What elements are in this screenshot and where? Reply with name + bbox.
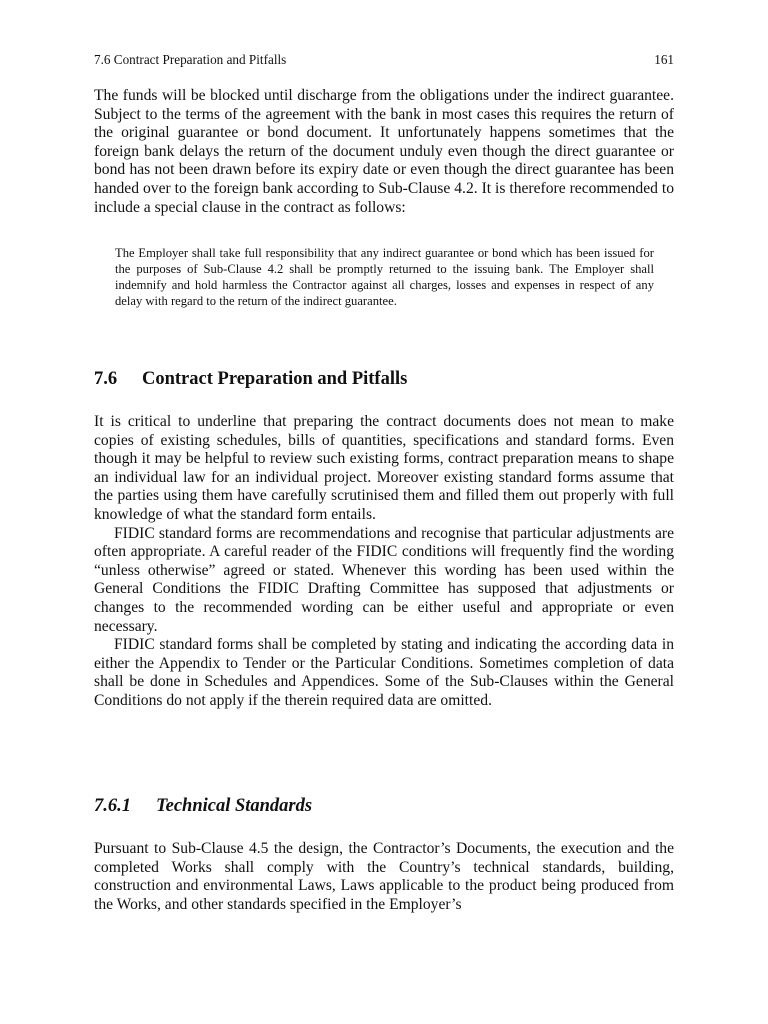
intro-paragraph-block [94,87,674,217]
intro-paragraph: The funds will be blocked until discharge from the obligations under the indirect guarantee. Subject to the terms of the agreement with the bank in most cases this requires the return of the original guarantee or bond document. It unfortunately happens sometimes that the foreign bank delays the return of the document unduly even though the direct guarantee or bond has not been drawn before its expiry date or even though the direct guarantee has been handed over to the foreign bank according to Sub-Clause 4.2. It is therefore recommended to include a special clause in the contract as follows: [94,87,674,216]
running-head-title: 7.6 Contract Preparation and Pitfalls [94,52,287,67]
section-title: Contract Preparation and Pitfalls [142,369,408,389]
subsection-number: 7.6.1 [94,796,131,816]
subsection-body [94,840,674,914]
section-heading [94,368,674,390]
section-paragraph: It is critical to underline that preparing the contract documents does not mean to make copies of existing schedules, bills of quantities, specifications and standard forms. Even though it may be helpful to review such existing forms, contract preparation means to shape an individual law for an individual project. Moreover existing standard forms assume that the parties using them have carefully scrutinised them and filled them out properly with full knowledge of what the standard form entails. [94,413,674,523]
page-number: 161 [654,52,674,67]
section-paragraph: FIDIC standard forms are recommendations and recognise that particular adjustments are often appropriate. A careful reader of the FIDIC conditions will frequently find the wording “unless otherwise” agreed or stated. Whenever this wording has been used within the General Conditions the FIDIC Drafting Committee has supposed that adjustments or changes to the recommended wording can be either useful and appropriate or even necessary. [94,524,674,635]
subsection-title: Technical Standards [156,796,313,816]
quoted-clause: The Employer shall take full responsibility that any indirect guarantee or bond which has been issued for the purposes of Sub-Clause 4.2 shall be promptly returned to the issuing bank. The Employer shall indemnify and hold harmless the Contractor against all charges, losses and expenses in respect of any delay with regard to the return of the indirect guarantee. [115,246,654,308]
subsection-heading [94,795,674,817]
subsection-paragraph: Pursuant to Sub-Clause 4.5 the design, the Contractor’s Documents, the execution and the completed Works shall comply with the Country’s technical standards, building, construction and environmental Laws, Laws applicable to the product being produced from the Works, and other standards specified in the Employer’s [94,840,674,913]
section-paragraph: FIDIC standard forms shall be completed by stating and indicating the according data in either the Appendix to Tender or the Particular Conditions. Sometimes completion of data shall be done in Schedules and Appendices. Some of the Sub-Clauses within the General Conditions do not apply if the therein required data are omitted. [94,636,674,709]
running-head [94,52,674,68]
section-number: 7.6 [94,369,118,389]
section-body [94,413,674,711]
